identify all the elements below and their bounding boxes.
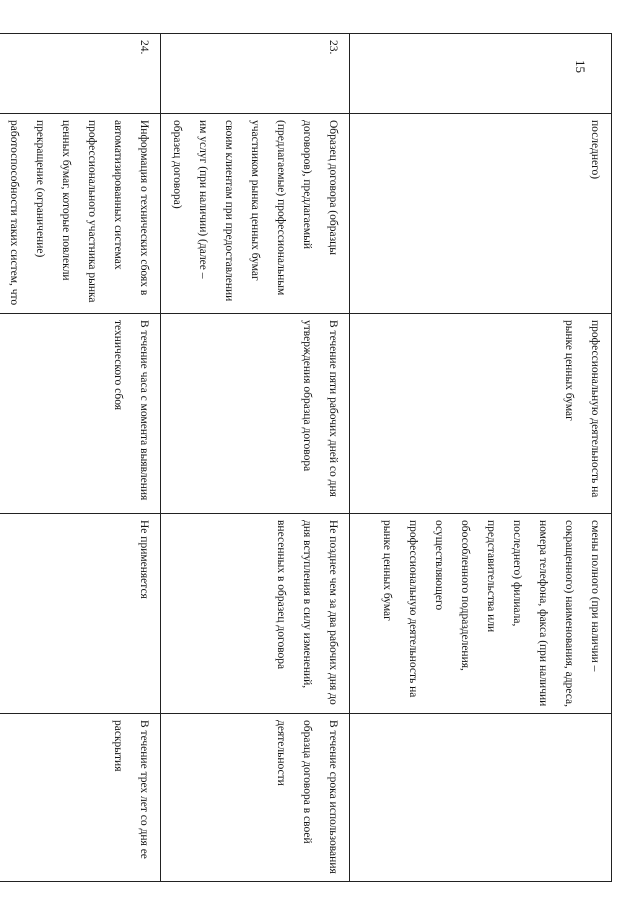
- info-type-cell: последнего): [350, 114, 612, 314]
- info-type-cell: Информация о технических сбоях в автоматизированных системах профессионального участника рынка ценных бумаг, которые повлекли прекращение (ограничение) работоспособности таких систем, что: [0, 114, 161, 314]
- page-number: 15: [573, 60, 588, 73]
- table-row: [0, 34, 161, 882]
- table-row: [161, 34, 350, 882]
- info-type-cell: Образец договора (образцы договоров), предлагаемый (предлагаемые) профессиональным участником рынка ценных бумаг своим клиентам при предоставлении им услуг (при наличии) (далее – образец договора): [161, 114, 350, 314]
- change-term-cell: Не позднее чем за два рабочих дня до дня вступления в силу изменений, внесенных в образец договора: [161, 514, 350, 714]
- table-row: [350, 34, 612, 882]
- row-number: 24.: [0, 34, 161, 114]
- disclosure-table: [0, 33, 612, 882]
- availability-term-cell: [350, 714, 612, 882]
- disclosure-term-cell: В течение пяти рабочих дней со дня утверждения образца договора: [161, 314, 350, 514]
- row-number: [350, 34, 612, 114]
- availability-term-cell: В течение срока использования образца договора в своей деятельности: [161, 714, 350, 882]
- disclosure-term-cell: профессиональную деятельность на рынке ценных бумаг: [350, 314, 612, 514]
- change-term-cell: Не применяется: [0, 514, 161, 714]
- disclosure-term-cell: В течение часа с момента выявления технического сбоя: [0, 314, 161, 514]
- change-term-cell: смены полного (при наличии – сокращенного) наименования, адреса, номера телефона, факса (при наличии последнего) филиала, представительства или обособленного подразделения, осуществляющего профессиональную деятельность на рынке ценных бумаг: [350, 514, 612, 714]
- availability-term-cell: В течение трех лет со дня ее раскрытия: [0, 714, 161, 882]
- row-number: 23.: [161, 34, 350, 114]
- rotated-table-container: [8, 33, 612, 881]
